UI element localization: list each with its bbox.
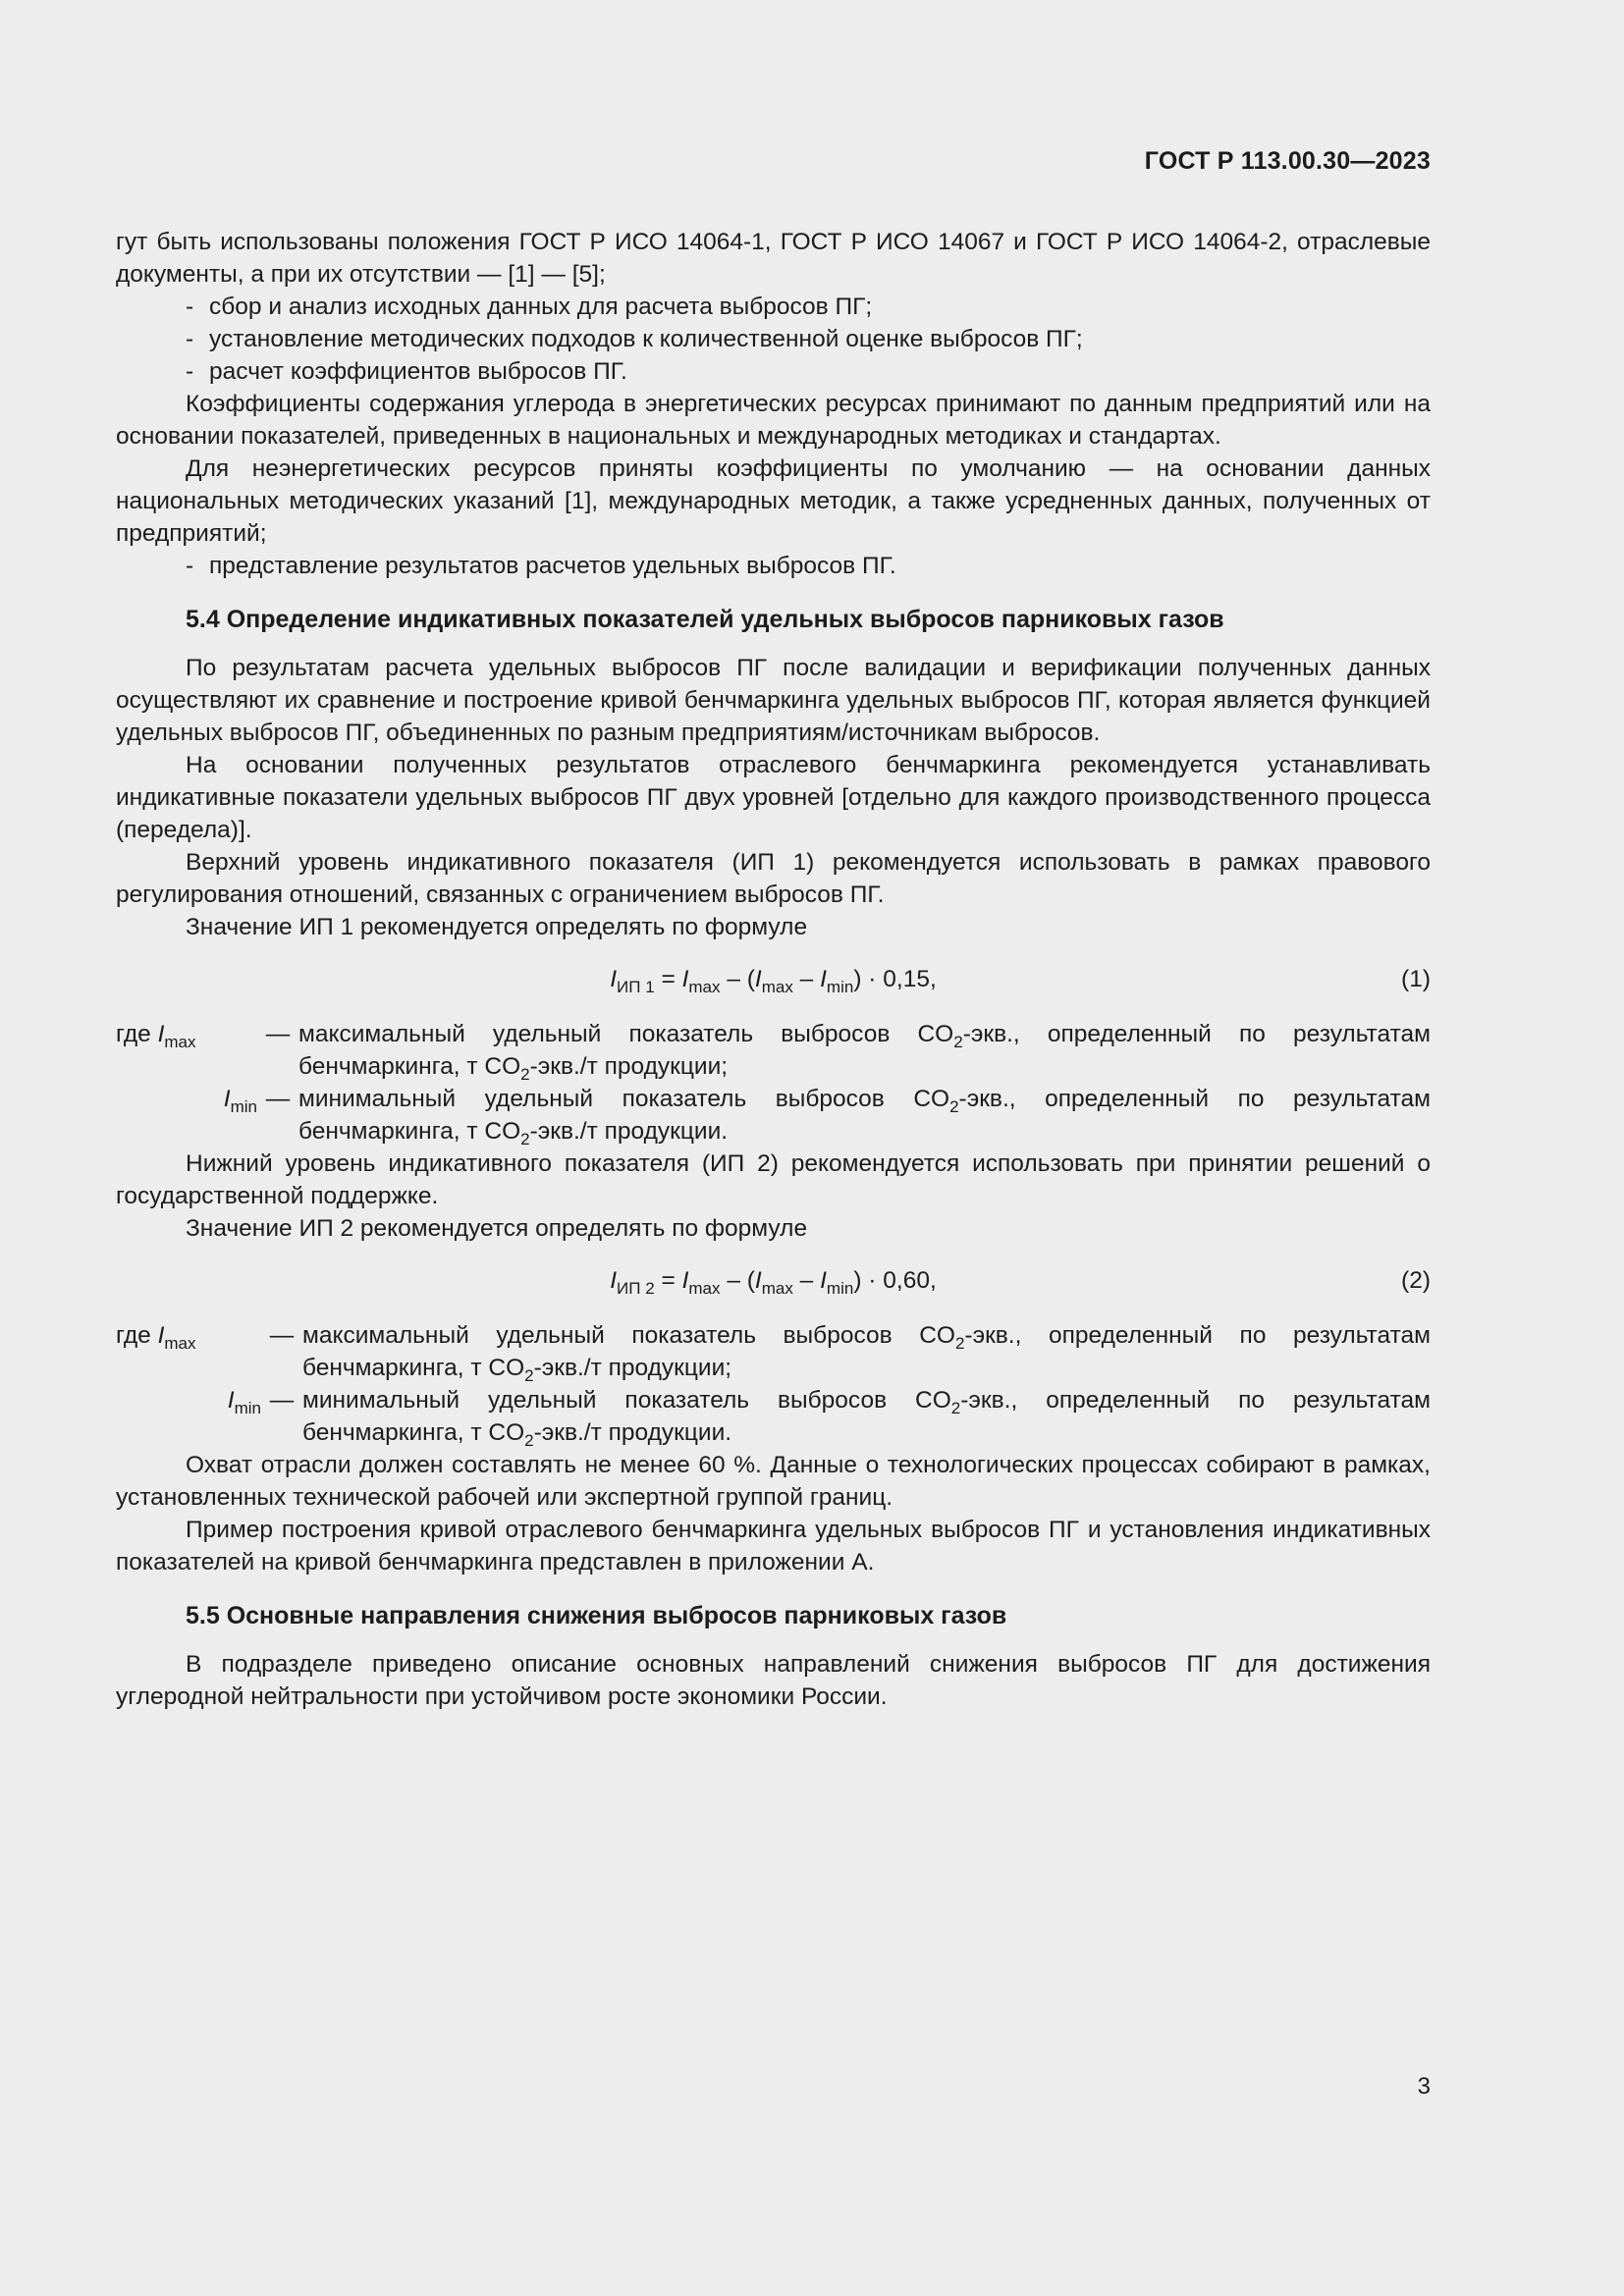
paragraph: Охват отрасли должен составлять не менее 60 %. Данные о технологических процессах собирают в рамках, установленных технической рабочей или экспертной группой границ.: [116, 1452, 1431, 1511]
paragraph: гут быть использованы положения ГОСТ Р ИСО 14064-1, ГОСТ Р ИСО 14067 и ГОСТ Р ИСО 14064-2, отраслевые документы, а при их отсутствии — [1] — [5];: [116, 229, 1431, 288]
definition-item: где $I_{max}$ — максимальный удельный показатель выбросов $CO_2$-экв., определенный по результатам бенчмаркинга, т $CO_2-экв./т$ продукции;: [116, 1021, 1432, 1084]
page-number: 3: [1417, 2073, 1431, 2100]
paragraph: Пример построения кривой отраслевого бенчмаркинга удельных выбросов ПГ и установления индикативных показателей на кривой бенчмаркинга представлен в приложении А.: [116, 1517, 1431, 1575]
formula-expression: $I_{ИП 1} = I_{max} - (I_{max} - I_{min}) \cdot 0,15$,: [610, 966, 937, 996]
formula-number: (1): [1401, 966, 1431, 992]
paragraph: Нижний уровень индикативного показателя (ИП 2) рекомендуется использовать при принятии решений о государственной поддержке.: [116, 1150, 1431, 1209]
definition-item: где $I_{max}$ — максимальный удельный показатель выбросов $CO_2$-экв., определенный по результатам бенчмаркинга, т $CO_2-экв./т$ продукции;: [116, 1322, 1431, 1385]
formula-2: [116, 1264, 1431, 1298]
paragraph: Коэффициенты содержания углерода в энергетических ресурсах принимают по данным предприятий или на основании показателей, приведенных в национальных и международных методиках и стандартах.: [116, 391, 1431, 450]
definition-item: $I_{min}$ — минимальный удельный показатель выбросов $CO_2$-экв., определенный по результатам бенчмаркинга, т $CO_2-экв./т$ продукции.: [223, 1086, 1431, 1148]
formula-expression: $I_{ИП 2} = I_{max} - (I_{max} - I_{min}) \cdot 0,60$,: [610, 1267, 937, 1298]
list-item: - представление результатов расчетов удельных выбросов ПГ.: [186, 553, 896, 579]
section-heading: 5.4 Определение индикативных показателей удельных выбросов парниковых газов: [186, 606, 1224, 633]
list-item: - установление методических подходов к количественной оценке выбросов ПГ;: [186, 326, 1083, 352]
paragraph: В подразделе приведено описание основных направлений снижения выбросов ПГ для достижения углеродной нейтральности при устойчивом росте экономики России.: [116, 1651, 1431, 1710]
paragraph: Значение ИП 1 рекомендуется определять по формуле: [186, 914, 808, 940]
paragraph: На основании полученных результатов отраслевого бенчмаркинга рекомендуется устанавливать индикативные показатели удельных выбросов ПГ двух уровней [отдельно для каждого производственного процесса (передела)].: [116, 752, 1431, 843]
list-item: - расчет коэффициентов выбросов ПГ.: [186, 358, 627, 385]
formula-1: [116, 963, 1431, 996]
list-item: - сбор и анализ исходных данных для расчета выбросов ПГ;: [186, 294, 873, 320]
definition-item: $I_{min}$ — минимальный удельный показатель выбросов $CO_2$-экв., определенный по результатам бенчмаркинга, т $CO_2-экв./т$ продукции.: [227, 1387, 1431, 1450]
paragraph: Верхний уровень индикативного показателя (ИП 1) рекомендуется использовать в рамках правового регулирования отношений, связанных с ограничением выбросов ПГ.: [116, 849, 1431, 908]
section-heading: 5.5 Основные направления снижения выбросов парниковых газов: [186, 1602, 1007, 1629]
paragraph: Для неэнергетических ресурсов приняты коэффициенты по умолчанию — на основании данных национальных методических указаний [1], международных методик, а также усредненных данных, полученных от предприятий;: [116, 455, 1431, 547]
document-body: [116, 226, 1431, 1713]
paragraph: Значение ИП 2 рекомендуется определять по формуле: [186, 1215, 808, 1242]
document-header: ГОСТ Р 113.00.30—2023: [1144, 147, 1431, 175]
paragraph: По результатам расчета удельных выбросов ПГ после валидации и верификации полученных данных осуществляют их сравнение и построение кривой бенчмаркинга удельных выбросов ПГ, которая является функцией удельных выбросов ПГ, объединенных по разным предприятиям/источникам выбросов.: [116, 655, 1431, 746]
formula-number: (2): [1401, 1267, 1431, 1294]
